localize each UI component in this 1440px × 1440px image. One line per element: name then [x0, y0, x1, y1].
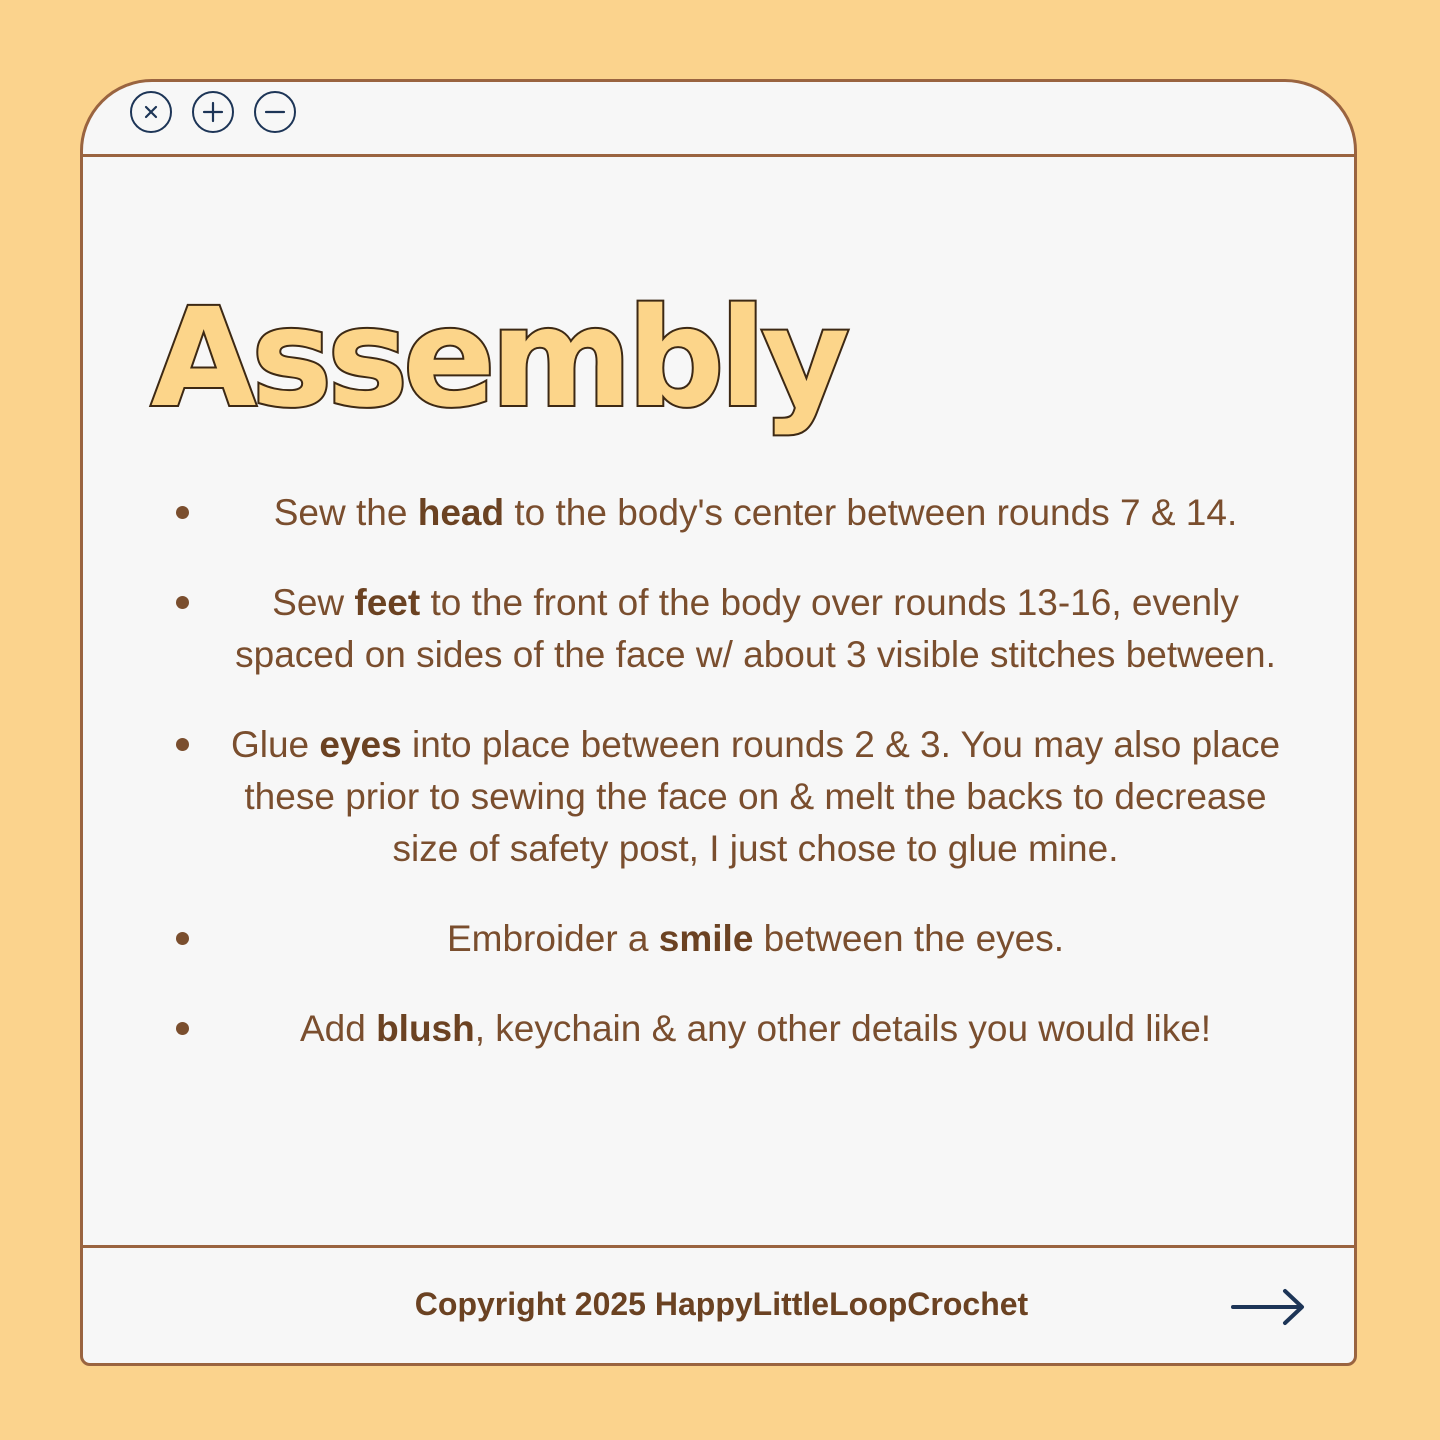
bullet-dot — [176, 738, 189, 751]
heading-text: Assembly — [151, 280, 845, 438]
content-area — [83, 157, 1354, 1249]
arrow-right-icon[interactable] — [1231, 1287, 1307, 1327]
bullet-text: Sew feet to the front of the body over rounds 13-16, evenly spaced on sides of the face w/ about 3 visible stitches between. — [235, 582, 1276, 675]
title-bar — [83, 82, 1354, 157]
list-item — [173, 1003, 1293, 1055]
bullet-dot — [176, 932, 189, 945]
bullet-dot — [176, 1022, 189, 1035]
maximize-button[interactable] — [192, 91, 234, 133]
bullet-text: Embroider a smile between the eyes. — [446, 918, 1065, 959]
plus-icon — [194, 93, 232, 131]
close-icon — [132, 93, 170, 131]
page-heading — [143, 257, 843, 447]
list-item — [173, 719, 1293, 875]
instruction-list — [173, 487, 1293, 1093]
bullet-text: Glue eyes into place between rounds 2 & 3. You may also place these prior to sewing the face on & melt the backs to decrease size of safety post, I just chose to glue mine. — [230, 724, 1281, 869]
minus-icon — [256, 93, 294, 131]
app-window — [80, 79, 1357, 1366]
bullet-text: Add blush, keychain & any other details you would like! — [299, 1008, 1212, 1049]
bullet-dot — [176, 506, 189, 519]
footer-bar — [83, 1245, 1354, 1363]
list-item — [173, 913, 1293, 965]
minimize-button[interactable] — [254, 91, 296, 133]
copyright-text: Copyright 2025 HappyLittleLoopCrochet — [414, 1286, 1029, 1322]
bullet-text: Sew the head to the body's center between rounds 7 & 14. — [273, 492, 1238, 533]
list-item — [173, 577, 1293, 681]
list-item — [173, 487, 1293, 539]
bullet-dot — [176, 596, 189, 609]
close-button[interactable] — [130, 91, 172, 133]
